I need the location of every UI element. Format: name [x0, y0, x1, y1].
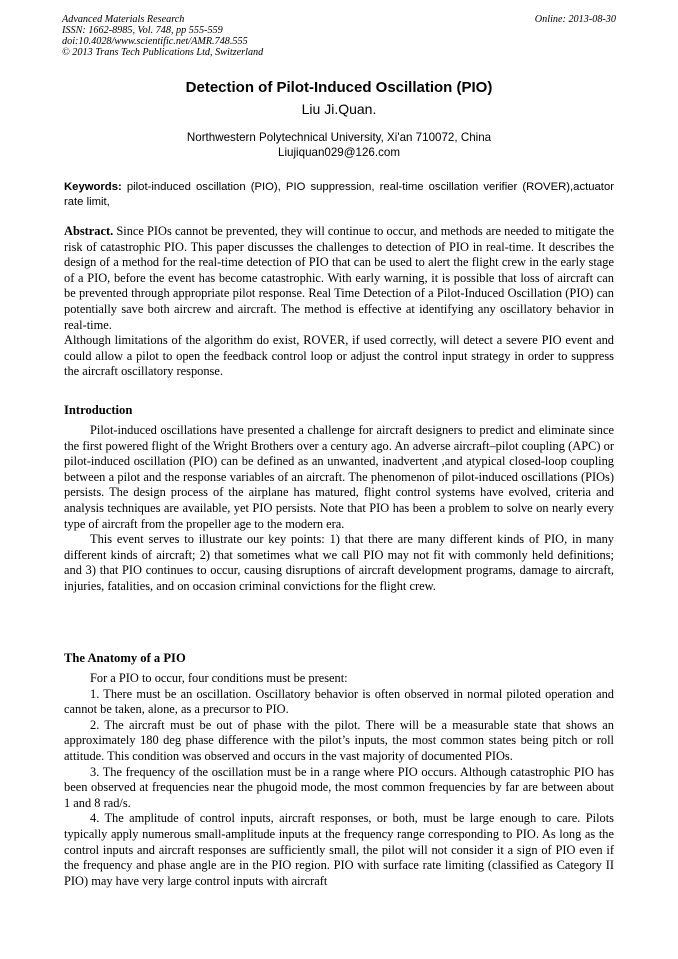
paper-title: Detection of Pilot-Induced Oscillation (PIO) — [185, 79, 493, 96]
abstract-label: Abstract. — [64, 224, 114, 238]
issn-line: ISSN: 1662-8985, Vol. 748, pp 555-559 — [62, 25, 223, 36]
anatomy-paragraph-4: 3. The frequency of the oscillation must be in a range where PIO occurs. Although catastrophic PIO has been observed at frequencies near the phugoid mode, the most common frequencies by far are between about 1 and 8 rad/s. — [64, 764, 614, 810]
paper-author: Liu Ji.Quan. — [301, 101, 377, 117]
anatomy-paragraph-2: 1. There must be an oscillation. Oscillatory behavior is often observed in normal piloted operation and cannot be taken, alone, as a precursor to PIO. — [64, 686, 614, 717]
introduction-paragraph-1: Pilot-induced oscillations have presented a challenge for aircraft designers to predict and eliminate since the first powered flight of the Wright Brothers over a century ago. An adverse aircraft–pilot coupling (APC) or pilot-induced oscillation (PIO) can be defined as an unwanted, inadvertent ,and atypical closed-loop coupling between a pilot and the response variables of an aircraft. The phenomenon of pilot-induced oscillations (PIOs) persists. The design process of the airplane has matured, flight control systems have evolved, criteria and analysis techniques are available, yet PIO persists. Note that PIO has been a problem to solve on nearly every type of aircraft from the propeller age to the modern era. — [64, 423, 614, 531]
affiliation: Northwestern Polytechnical University, Xi'an 710072, China — [186, 131, 492, 144]
keywords-label: Keywords: — [64, 181, 122, 193]
online-date: Online: 2013-08-30 — [534, 14, 616, 25]
abstract-paragraph-1 — [64, 224, 614, 333]
anatomy-paragraph-5: 4. The amplitude of control inputs, aircraft responses, or both, must be large enough to care. Pilots typically apply numerous small-amplitude inputs at the frequency range corresponding to PIO. As long as the control inputs and aircraft responses are sufficiently small, the pilot will not consider it a sign of PIO even if the frequency and phase angle are in the PIO region. PIO with surface rate limiting (classified as Category II PIO) may have very large control inputs with aircraft — [64, 811, 614, 888]
journal-name: Advanced Materials Research — [62, 14, 185, 25]
abstract-section — [64, 224, 614, 380]
introduction-section — [64, 423, 614, 595]
keywords-text: pilot-induced oscillation (PIO), PIO suppression, real-time oscillation verifier (ROVER),actuator rate limit, — [64, 181, 614, 208]
copyright-line: © 2013 Trans Tech Publications Ltd, Switzerland — [62, 47, 264, 58]
doi-line: doi:10.4028/www.scientific.net/AMR.748.555 — [62, 36, 248, 47]
introduction-paragraph-2: This event serves to illustrate our key points: 1) that there are many different kinds of PIO, in many different kinds of aircraft; 2) that sometimes what we call PIO may not fit with commonly held definitions; and 3) that PIO continues to occur, causing disruptions of aircraft development programs, damage to aircraft, injuries, fatalities, and on occasion criminal convictions for the flight crew. — [64, 532, 614, 593]
author-email: Liujiquan029@126.com — [278, 146, 400, 159]
keywords-section — [64, 180, 614, 210]
anatomy-section — [64, 671, 614, 889]
journal-header — [62, 14, 616, 58]
abstract-text-1: Since PIOs cannot be prevented, they will continue to occur, and methods are needed to mitigate the risk of catastrophic PIO. This paper discusses the challenges to detection of PIO in real-time. It describes the design of a method for the real-time detection of PIO that can be used to alert the flight crew in the early stage of a PIO, before the event has become catastrophic. With early warning, it is possible that loss of aircraft can be prevented through appropriate pilot response. Real Time Detection of a Pilot-Induced Oscillation (PIO) can potentially save both aircrew and aircraft. The method is effective at identifying any oscillatory behavior in real-time. — [64, 224, 614, 332]
anatomy-paragraph-1: For a PIO to occur, four conditions must be present: — [90, 671, 348, 685]
author-affiliation-block — [0, 130, 678, 160]
abstract-paragraph-2: Although limitations of the algorithm do exist, ROVER, if used correctly, will detect a severe PIO event and could allow a pilot to open the feedback control loop or adjust the control input strategy in order to suppress the aircraft oscillatory response. — [64, 333, 614, 379]
anatomy-paragraph-3: 2. The aircraft must be out of phase with the pilot. There will be a measurable state that shows an approximately 180 deg phase difference with the pilot’s inputs, the most common states being pitch or roll attitude. This condition was observed and occurs in the vast majority of documented PIOs. — [64, 717, 614, 763]
anatomy-heading: The Anatomy of a PIO — [64, 651, 186, 665]
introduction-heading: Introduction — [64, 403, 133, 417]
